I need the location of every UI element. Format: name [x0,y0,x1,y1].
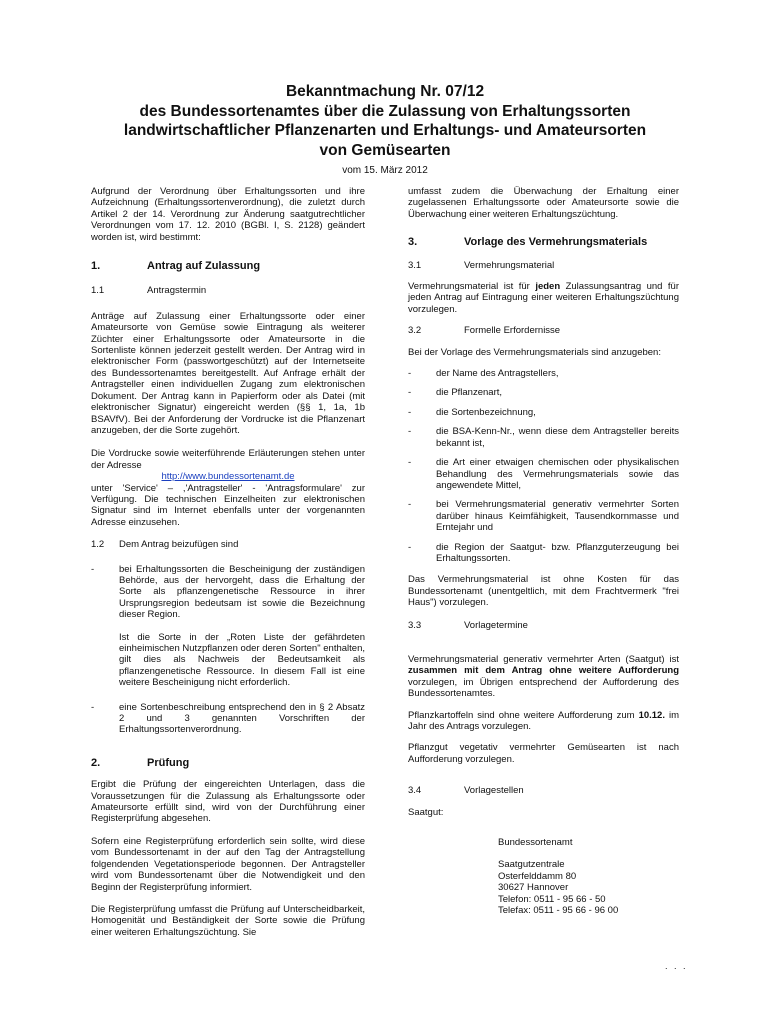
list-item-text: die Region der Saatgut- bzw. Pflanzguterzeugung bei Erhaltungssorten. [436,541,679,564]
list-dash: - [408,541,412,553]
paragraph: Pflanzkartoffeln sind ohne weitere Aufforderung zum 10.12. im Jahr des Antrags vorzulegen. [408,709,679,732]
paragraph: Die Registerprüfung umfasst die Prüfung auf Unterscheidbarkeit, Homogenität und Beständigkeit der Sorte sowie die Prüfung einer weiteren Erhaltungszüchtung. Sie [91,903,365,938]
paragraph: Pflanzgut vegetativ vermehrter Gemüsearten ist nach Aufforderung vorzulegen. [408,742,679,765]
paragraph: Das Vermehrungsmaterial ist ohne Kosten für das Bundessortenamt (unentgeltlich, mit dem Frachtvermerk "frei Haus") vorzulegen. [408,574,679,609]
section-number: 2. [91,756,101,769]
title-line-1: Bekanntmachung Nr. 07/12 [285,83,485,100]
bundessortenamt-link[interactable]: http://www.bundessortenamt.de [161,471,295,483]
section-title: Vorlagestellen [464,785,524,797]
section-number: 3.2 [408,325,422,337]
address-line: Telefax: 0511 - 95 66 - 96 00 [498,905,619,917]
section-number: 3.4 [408,785,422,797]
list-item-text: Ist die Sorte in der „Roten Liste der gefährdeten einheimischen Nutzpflanzen oder deren Sorten" enthalten, gilt dies als Nachweis der Bedeutsamkeit als pflanzengenetische Ressource. In diesem Fall ist eine weitere Bescheinigung nicht erforderlich. [119,631,365,689]
paragraph: Vermehrungsmaterial ist für jeden Zulassungsantrag und für jeden Antrag auf Eintragung einer weiteren Erhaltungszüchtung vorzulegen. [408,281,680,315]
section-3-4-heading [408,785,679,796]
section-number: 1.2 [91,539,105,551]
paragraph: umfasst zudem die Überwachung der Erhaltung einer zugelassenen Erhaltungssorte oder Amateursorte sowie die Überwachung einer weiteren Erhaltungszüchtung. [408,186,679,220]
list-dash: - [408,426,412,438]
list-dash: - [408,406,412,418]
section-number: 1. [91,260,101,273]
list-item [91,702,365,736]
paragraph: Ergibt die Prüfung der eingereichten Unterlagen, dass die Voraussetzungen für die Zulassung als Erhaltungssorte oder Amateursorte erfüllt sind, wird von der Durchführung einer Registerprüfung abgesehen. [91,779,365,825]
section-title: Vermehrungsmaterial [464,259,555,271]
section-title: Dem Antrag beizufügen sind [119,539,239,551]
section-1-heading [91,261,365,272]
section-3-1-heading [408,260,679,271]
section-title: Vorlagetermine [464,619,528,631]
list-dash: - [408,457,412,469]
left-column [91,186,365,938]
list-item [408,407,679,418]
paragraph: Vermehrungsmaterial generativ vermehrter Arten (Saatgut) ist zusammen mit dem Antrag ohne weitere Aufforderung vorzulegen, im Übrigen entsprechend der Aufforderung des Bundessortenamtes. [408,653,679,700]
list-item-text: die Sortenbezeichnung, [436,406,536,418]
address-block [498,837,679,916]
address-line: Telefon: 0511 - 95 66 - 50 [498,893,606,905]
right-column [408,186,679,916]
list-dash: - [408,387,412,399]
section-title: Vorlage des Vermehrungsmaterials [464,236,648,249]
list-item [91,564,365,689]
list-item [408,457,679,491]
list-item [408,499,679,533]
list-item-text: bei Erhaltungssorten die Bescheinigung der zuständigen Behörde, aus der hervorgeht, dass die Erhaltung der Sorte als pflanzengenetische Ressource in ihrer Ursprungsregion bedeutsam ist sowie die Bezeichnung dieser Region. [119,563,365,621]
section-title: Antragstermin [147,285,207,297]
list-dash: - [408,499,412,511]
section-number: 3.1 [408,259,422,271]
list-item [408,387,679,398]
list-dash: - [91,701,95,713]
address-line: Saatgutzentrale [498,859,565,871]
address-line: Osterfelddamm 80 [498,870,577,882]
list-item-text: die Art einer etwaigen chemischen oder physikalischen Behandlung des Vermehrungsmaterials sowie das angewendete Mittel, [436,457,679,491]
title-line-2: des Bundessortenamtes über die Zulassung von Erhaltungssorten [139,102,631,120]
section-title: Antrag auf Zulassung [147,260,261,273]
section-number: 3.3 [408,619,422,631]
intro-paragraph: Aufgrund der Verordnung über Erhaltungssorten und ihre Aufzeichnung (Erhaltungssortenverordnung), die zuletzt durch Artikel 2 der 14. Verordnung zur Änderung saatgutrechtlicher Verordnungen vom 17. 12. 2010 (BGBl. I, S. 2128) geändert worden ist, wird bestimmt: [91,186,365,243]
section-2-heading [91,758,365,769]
section-3-3-heading [408,620,679,631]
list-item [408,368,679,379]
section-3-2-heading [408,325,679,336]
section-number: 3. [408,236,418,249]
paragraph: Anträge auf Zulassung einer Erhaltungssorte oder einer Amateursorte von Gemüse sowie Eintragung als weiterer Züchter einer Erhaltungssorte oder Amateursorte in die Sortenliste können jederzeit gestellt werden. Der Antrag wird in elektronischer Form (passwortgeschützt) auf der Internetseite des Bundessortenamtes bereitgestellt. Auf Anfrage erhält der Antragsteller einen individuellen Zugang zum elektronischen Dokument. Der Antrag kann in Papierform oder als Datei (mit elektronischer Signatur) eingereicht werden (§§ 1, 1a, 1b BSAVfV). Bei der Anforderung der Vordrucke ist die Pflanzenart anzugeben, der die Sorte zugehört. [91,310,365,436]
section-number: 1.1 [91,285,105,297]
document-date: vom 15. März 2012 [342,165,428,176]
continuation-dots: . . . [665,961,688,971]
paragraph: unter 'Service' – ,'Antragsteller' - 'Antragsformulare' zur Verfügung. Die technischen Einzelheiten zur elektronischen Signatur sind im Internet ebenfalls unter der vorgenannten Adresse einzusehen. [91,482,365,528]
list-item-text: bei Vermehrungsmaterial generativ vermehrter Sorten darüber hinaus Keimfähigkeit, Tausendkornmasse und Erntejahr und [436,499,679,534]
paragraph: Die Vordrucke sowie weiterführende Erläuterungen stehen unter der Adresse [91,448,365,471]
address-line: Bundessortenamt [498,837,573,849]
list-item-text: der Name des Antragstellers, [436,368,559,380]
title-line-3: landwirtschaftlicher Pflanzenarten und Erhaltungs- und Amateursorten [123,122,647,139]
list-item-text: die Pflanzenart, [436,387,503,399]
list-item-text: eine Sortenbeschreibung entsprechend den in § 2 Absatz 2 und 3 genannten Vorschriften der Erhaltungssortenverordnung. [119,701,365,736]
list-dash: - [408,368,412,380]
address-line: 30627 Hannover [498,882,569,894]
paragraph: Sofern eine Registerprüfung erforderlich sein sollte, wird diese vom Bundessortenamt in der auf den Tag der Antragstellung folgendenden Vegetationsperiode begonnen. Der Antragsteller wird vom Bundessortenamt über die Notwendigkeit und den Beginn der Registerprüfung informiert. [91,835,365,893]
list-item [408,542,679,565]
section-1-1-heading [91,285,365,296]
section-title: Prüfung [147,756,190,769]
title-line-4: von Gemüsearten [319,141,451,159]
document-title [60,82,710,160]
list-item-text: die BSA-Kenn-Nr., wenn diese dem Antragsteller bereits bekannt ist, [436,426,679,449]
list-item [408,426,679,449]
list-dash: - [91,563,95,575]
paragraph: Bei der Vorlage des Vermehrungsmaterials sind anzugeben: [408,346,661,358]
section-1-2-heading [91,539,365,550]
section-title: Formelle Erfordernisse [464,325,561,337]
section-3-heading [408,237,679,248]
paragraph: Saatgut: [408,806,444,818]
